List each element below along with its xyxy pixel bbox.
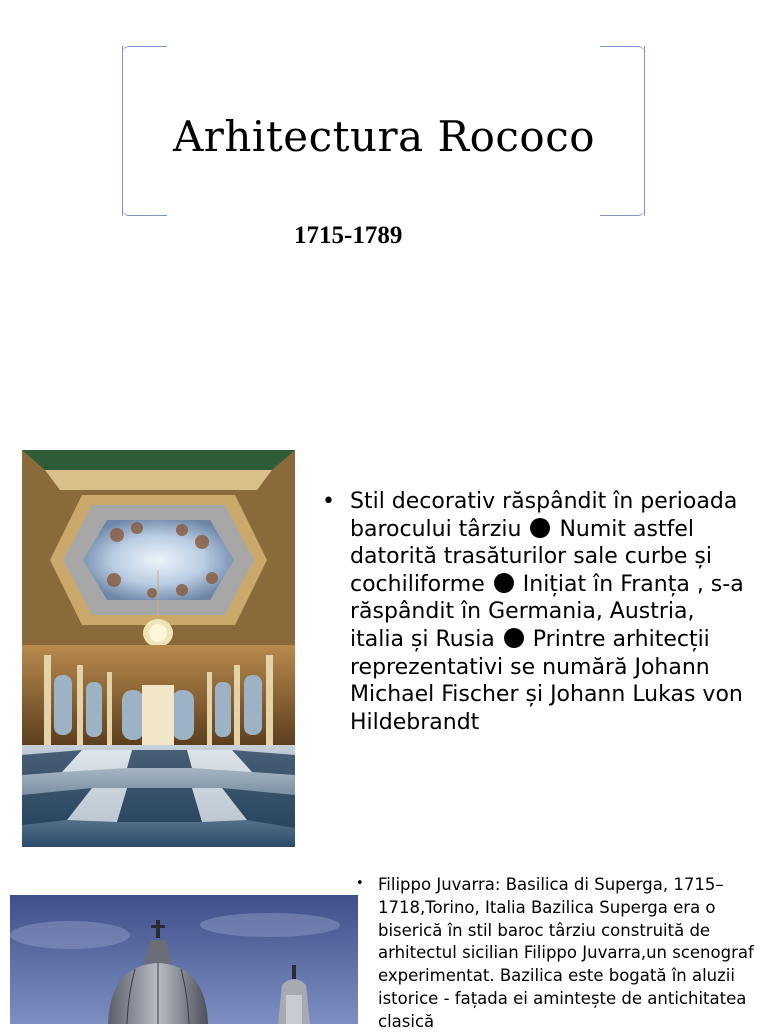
bullet-text-part: Inițiat în Franța , s-a răspândit în Germania, Austria, italia și Rusia: [350, 571, 744, 652]
bullet-text-part: Stil decorativ răspândit în perioada barocului târziu: [350, 489, 738, 542]
bullet-text-part: Printre arhitecții reprezentativi se numără Johann Michael Fischer și Johann Lukas von Hildebrandt: [350, 626, 743, 735]
bullet-dot-icon: [530, 518, 550, 538]
list-item: [356, 874, 756, 1034]
slide-subtitle-dates: 1715-1789: [294, 222, 403, 249]
title-slide: [0, 0, 768, 420]
bullet-dot-icon: [494, 573, 514, 593]
bullet-text-part: Numit astfel datorită trasăturilor sale curbe și cochiliforme: [350, 516, 712, 597]
bullet-text: Filippo Juvarra: Basilica di Superga, 1715–1718,Torino, Italia Bazilica Superga era o biserică în stil baroc târziu construită de arhitectul sicilian Filippo Juvarra,un scenograf experimentat. Bazilica este bogată în aluzii istorice -: [378, 875, 754, 1008]
rococo-bullet-list: [322, 488, 752, 736]
bullet-text-cut: fațada ei amintește de antichitatea clasică: [378, 988, 747, 1031]
bullet-dot-icon: [504, 628, 524, 648]
basilica-bullet-list: [356, 874, 756, 1034]
rococo-hall-image: [22, 450, 295, 847]
list-item: [322, 488, 752, 736]
basilica-superga-image: [10, 895, 358, 1024]
slide-title: Arhitectura Rococo: [172, 112, 596, 161]
